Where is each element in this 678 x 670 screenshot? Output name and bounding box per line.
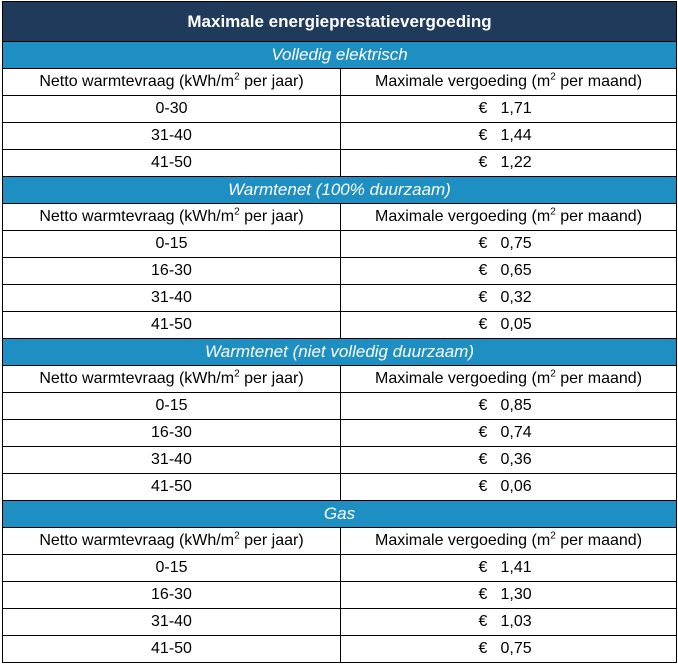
range-cell: 0-15 (3, 393, 341, 420)
range-cell: 16-30 (3, 258, 341, 285)
header-superscript: 2 (550, 206, 556, 218)
currency-symbol: € (478, 100, 488, 117)
table-title-row (3, 2, 677, 42)
range-cell: 31-40 (3, 609, 341, 636)
value-cell (341, 582, 677, 609)
header-text: Maximale vergoeding (m (375, 370, 551, 387)
table-row (3, 420, 677, 447)
value-wrapper (479, 636, 539, 662)
table-row (3, 150, 677, 177)
value-wrapper (479, 393, 539, 419)
table-row (3, 285, 677, 312)
header-row (3, 528, 677, 555)
table-row (3, 393, 677, 420)
value-cell (341, 123, 677, 150)
range-cell: 0-15 (3, 231, 341, 258)
header-text: per jaar) (239, 370, 304, 387)
value-cell (341, 393, 677, 420)
currency-symbol: € (478, 262, 488, 279)
header-maximale-vergoeding (341, 204, 677, 231)
value-amount: 1,22 (500, 154, 532, 171)
section-title: Volledig elektrisch (3, 42, 677, 69)
table-row (3, 474, 677, 501)
value-wrapper (479, 555, 539, 581)
header-text: Netto warmtevraag (kWh/m (39, 208, 235, 225)
currency-symbol: € (478, 316, 488, 333)
header-row (3, 69, 677, 96)
value-amount: 0,05 (500, 316, 532, 333)
value-wrapper (479, 285, 539, 311)
table-title: Maximale energieprestatievergoeding (3, 2, 677, 42)
section-row (3, 339, 677, 366)
value-cell (341, 420, 677, 447)
currency-symbol: € (478, 289, 488, 306)
header-superscript: 2 (550, 71, 556, 83)
value-amount: 0,85 (500, 397, 532, 414)
header-maximale-vergoeding (341, 69, 677, 96)
range-cell: 41-50 (3, 636, 341, 663)
range-cell: 41-50 (3, 312, 341, 339)
header-netto-warmtevraag (3, 528, 341, 555)
value-cell (341, 447, 677, 474)
section-title: Warmtenet (niet volledig duurzaam) (3, 339, 677, 366)
value-amount: 1,71 (500, 100, 532, 117)
range-cell: 0-15 (3, 555, 341, 582)
currency-symbol: € (478, 559, 488, 576)
header-text: per jaar) (239, 73, 304, 90)
section-row (3, 42, 677, 69)
header-text: Maximale vergoeding (m (375, 532, 551, 549)
range-cell: 41-50 (3, 474, 341, 501)
currency-symbol: € (478, 586, 488, 603)
value-amount: 1,03 (500, 613, 532, 630)
table-row (3, 447, 677, 474)
value-wrapper (479, 609, 539, 635)
value-amount: 0,75 (500, 640, 532, 657)
table-row (3, 582, 677, 609)
value-amount: 0,74 (500, 424, 532, 441)
value-wrapper (479, 96, 539, 122)
section-title: Gas (3, 501, 677, 528)
value-cell (341, 231, 677, 258)
range-cell: 0-30 (3, 96, 341, 123)
section-row (3, 177, 677, 204)
header-row (3, 204, 677, 231)
header-text: Netto warmtevraag (kWh/m (39, 370, 235, 387)
currency-symbol: € (478, 478, 488, 495)
header-superscript: 2 (550, 368, 556, 380)
currency-symbol: € (478, 424, 488, 441)
value-cell (341, 96, 677, 123)
currency-symbol: € (478, 397, 488, 414)
value-wrapper (479, 231, 539, 257)
header-netto-warmtevraag (3, 204, 341, 231)
table-row (3, 96, 677, 123)
header-text: per maand) (555, 73, 643, 90)
range-cell: 16-30 (3, 582, 341, 609)
header-text: per maand) (555, 208, 643, 225)
header-text: Maximale vergoeding (m (375, 73, 551, 90)
table-row (3, 555, 677, 582)
section-title: Warmtenet (100% duurzaam) (3, 177, 677, 204)
value-wrapper (479, 582, 539, 608)
value-wrapper (479, 123, 539, 149)
value-wrapper (479, 474, 539, 500)
header-superscript: 2 (550, 530, 556, 542)
currency-symbol: € (478, 640, 488, 657)
range-cell: 16-30 (3, 420, 341, 447)
header-text: per jaar) (239, 532, 304, 549)
range-cell: 31-40 (3, 123, 341, 150)
currency-symbol: € (478, 451, 488, 468)
energy-performance-table (2, 1, 677, 663)
header-text: Maximale vergoeding (m (375, 208, 551, 225)
table-row (3, 258, 677, 285)
table-row (3, 123, 677, 150)
value-wrapper (479, 150, 539, 176)
value-wrapper (479, 312, 539, 338)
header-text: per jaar) (239, 208, 304, 225)
table-row (3, 636, 677, 663)
header-text: per maand) (555, 370, 643, 387)
value-cell (341, 636, 677, 663)
value-cell (341, 150, 677, 177)
header-text: per maand) (555, 532, 643, 549)
table-body (3, 2, 677, 663)
value-amount: 0,06 (500, 478, 532, 495)
header-superscript: 2 (234, 206, 240, 218)
range-cell: 41-50 (3, 150, 341, 177)
header-netto-warmtevraag (3, 366, 341, 393)
table-row (3, 312, 677, 339)
value-cell (341, 285, 677, 312)
range-cell: 31-40 (3, 447, 341, 474)
header-superscript: 2 (234, 368, 240, 380)
header-row (3, 366, 677, 393)
value-wrapper (479, 258, 539, 284)
value-cell (341, 609, 677, 636)
currency-symbol: € (478, 127, 488, 144)
currency-symbol: € (478, 154, 488, 171)
table-row (3, 231, 677, 258)
value-cell (341, 474, 677, 501)
value-wrapper (479, 447, 539, 473)
header-text: Netto warmtevraag (kWh/m (39, 73, 235, 90)
range-cell: 31-40 (3, 285, 341, 312)
value-amount: 1,30 (500, 586, 532, 603)
value-amount: 0,75 (500, 235, 532, 252)
value-amount: 1,41 (500, 559, 532, 576)
header-maximale-vergoeding (341, 528, 677, 555)
header-netto-warmtevraag (3, 69, 341, 96)
value-amount: 0,32 (500, 289, 532, 306)
value-amount: 0,65 (500, 262, 532, 279)
header-superscript: 2 (234, 71, 240, 83)
value-cell (341, 258, 677, 285)
currency-symbol: € (478, 235, 488, 252)
section-row (3, 501, 677, 528)
header-superscript: 2 (234, 530, 240, 542)
header-text: Netto warmtevraag (kWh/m (39, 532, 235, 549)
value-wrapper (479, 420, 539, 446)
currency-symbol: € (478, 613, 488, 630)
value-amount: 0,36 (500, 451, 532, 468)
value-cell (341, 555, 677, 582)
table-row (3, 609, 677, 636)
value-amount: 1,44 (500, 127, 532, 144)
value-cell (341, 312, 677, 339)
header-maximale-vergoeding (341, 366, 677, 393)
